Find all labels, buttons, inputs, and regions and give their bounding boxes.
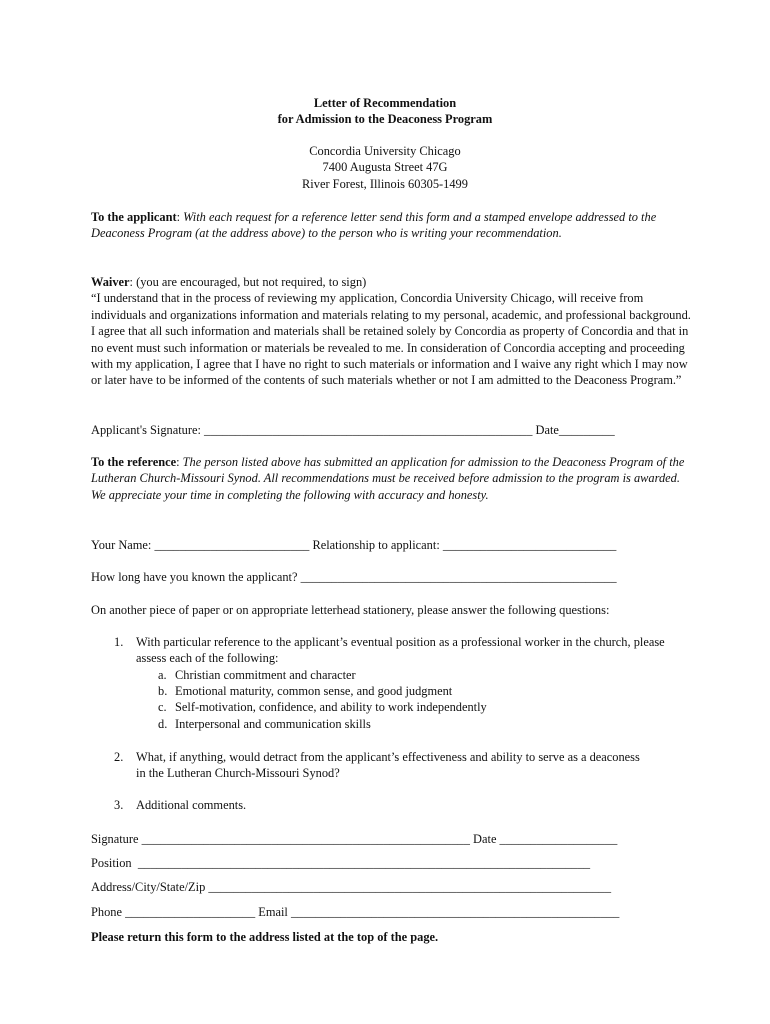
waiver-label: Waiver <box>91 275 130 289</box>
how-long-label: How long have you known the applicant? <box>91 570 301 584</box>
sub-item-b-letter: b. <box>158 684 168 698</box>
applicant-instruction-text: With each request for a reference letter send this form and a stamped envelope addressed to the Deaconess Program (at the address above) to the person who is writing your recommendation. <box>91 210 657 241</box>
questions-instructions: On another piece of paper or on appropriate letterhead stationery, please answer the following questions: <box>91 603 610 617</box>
address-line-3: River Forest, Illinois 60305-1499 <box>302 176 468 191</box>
question-2-text: What, if anything, would detract from the applicant’s effectiveness and ability to serve as a deaconess in the Lutheran Church-Missouri Synod? <box>136 750 640 781</box>
sub-item-a-text: Christian commitment and character <box>175 668 356 682</box>
question-3-text: Additional comments. <box>136 798 247 812</box>
question-2-number: 2. <box>114 750 124 764</box>
applicant-signature-field[interactable]: _____________________________________________________ <box>204 423 533 437</box>
reference-label: To the reference <box>91 455 177 469</box>
phone-field[interactable]: _____________________ <box>125 905 256 919</box>
position-label: Position <box>91 856 138 870</box>
signature-label: Signature <box>91 832 142 846</box>
email-label: Email <box>255 905 291 919</box>
signature-date-label: Date <box>469 832 500 846</box>
question-1-text: With particular reference to the applicant’s eventual position as a professional worker in the church, please assess each of the following: <box>136 635 665 666</box>
waiver-text: “I understand that in the process of reviewing my application, Concordia University Chicago, will receive from individuals and organizations information and materials relating to my personal, academic, and professional background. I agree that all such information and materials shall be retained solely by Concordia as property of Concordia and that in no event must such information or materials be revealed to me. In consideration of Concordia accepting and proceeding with my application, I agree that I have no right to such materials or information and I waive any right which I may now or later have to be informed of the contents of such materials whether or not I am admitted to the Deaconess Program.” <box>91 291 691 388</box>
sub-item-c-letter: c. <box>158 700 167 714</box>
your-name-label: Your Name: <box>91 538 155 552</box>
title-line-2: for Admission to the Deaconess Program <box>277 112 493 127</box>
waiver-subtitle: : (you are encouraged, but not required, to sign) <box>129 275 367 289</box>
address-line-2: 7400 Augusta Street 47G <box>322 160 448 175</box>
applicant-signature-row <box>91 422 691 438</box>
address-label: Address/City/State/Zip <box>91 880 209 894</box>
sub-item-a-letter: a. <box>158 668 167 682</box>
address-field[interactable]: _________________________________________________________________ <box>208 880 612 894</box>
title-line-1: Letter of Recommendation <box>313 96 457 110</box>
question-3-number: 3. <box>114 798 124 812</box>
reference-signature-row <box>91 831 691 847</box>
return-instructions: Please return this form to the address listed at the top of the page. <box>91 930 439 944</box>
reference-instructions: To the reference: The person listed above has submitted an application for admission to the Deaconess Program of the Lutheran Church-Missouri Synod. All recommendations must be received before admission to the program is awarded. We appreciate your time in completing the following with accuracy and honesty. <box>91 455 685 502</box>
sub-item-d-text: Interpersonal and communication skills <box>175 717 371 731</box>
waiver-section <box>91 274 691 389</box>
sub-item-b-text: Emotional maturity, common sense, and good judgment <box>175 684 453 698</box>
applicant-signature-label: Applicant's Signature: <box>91 423 205 437</box>
sub-item-d-letter: d. <box>158 717 168 731</box>
applicant-date-label: Date <box>532 423 559 437</box>
relationship-field[interactable]: ____________________________ <box>442 538 617 552</box>
applicant-date-field[interactable]: _________ <box>558 423 615 437</box>
relationship-label: Relationship to applicant: <box>309 538 443 552</box>
sub-item-c-text: Self-motivation, confidence, and ability to work independently <box>175 700 487 714</box>
address-line-1: Concordia University Chicago <box>309 144 461 158</box>
signature-field[interactable]: _____________________________________________________ <box>141 832 470 846</box>
reference-instruction-text: The person listed above has submitted an application for admission to the Deaconess Program of the Lutheran Church-Missouri Synod. All recommendations must be received before admission to the program is awarded. We appreciate your time in completing the following with accuracy and honesty. <box>91 455 685 502</box>
position-row <box>91 855 691 871</box>
how-long-field[interactable]: ___________________________________________________ <box>300 570 617 584</box>
form-title <box>0 95 770 128</box>
email-field[interactable]: _____________________________________________________ <box>290 905 620 919</box>
position-field[interactable]: _________________________________________________________________________ <box>137 856 591 870</box>
signature-date-field[interactable]: ___________________ <box>499 832 618 846</box>
applicant-instructions: To the applicant: With each request for a reference letter send this form and a stamped envelope addressed to the Deaconess Program (at the address above) to the person who is writing your recommendation. <box>91 210 657 241</box>
reference-name-row <box>91 537 691 553</box>
mailing-address <box>0 143 770 192</box>
phone-label: Phone <box>91 905 126 919</box>
applicant-label: To the applicant <box>91 210 177 224</box>
question-1-number: 1. <box>114 635 124 649</box>
phone-email-row <box>91 904 691 920</box>
how-long-row <box>91 569 691 585</box>
your-name-field[interactable]: _________________________ <box>154 538 310 552</box>
address-row <box>91 879 691 895</box>
